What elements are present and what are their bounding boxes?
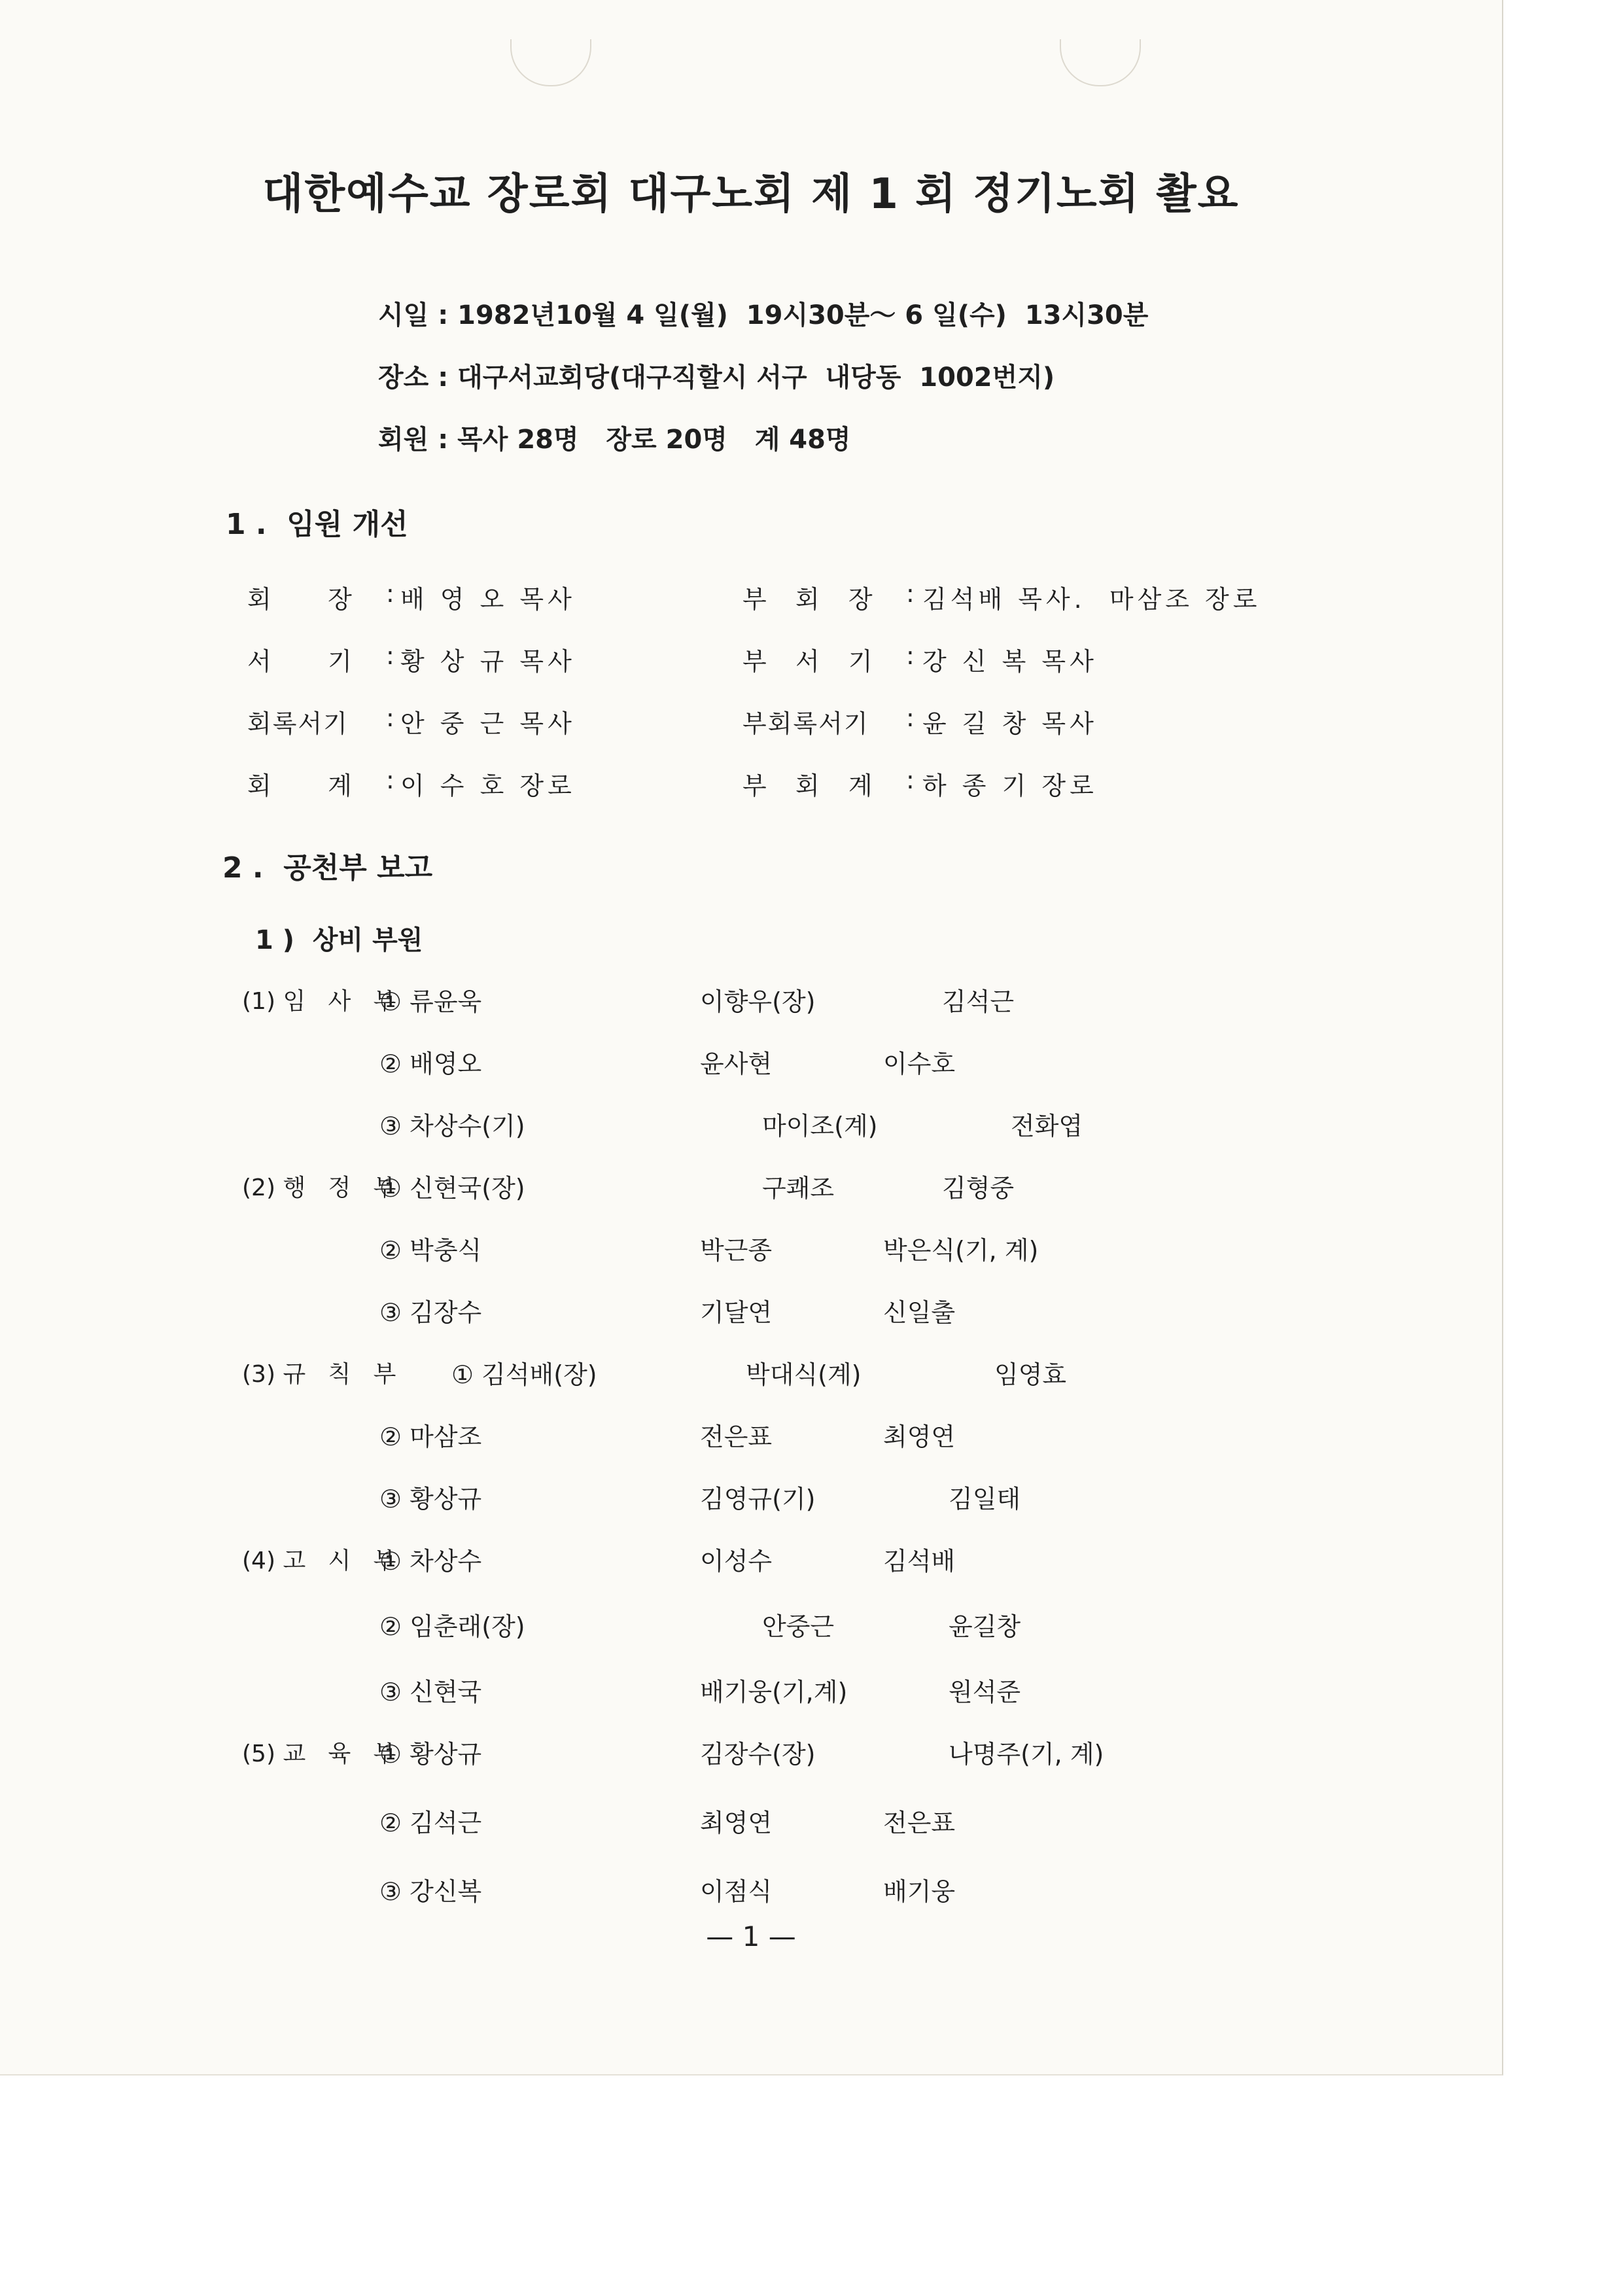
member-name: 최영연 bbox=[700, 1809, 773, 1837]
department-name: (5) 교 육 부 bbox=[242, 1740, 396, 1767]
officer-colon: : bbox=[906, 641, 915, 670]
page-number: — 1 — bbox=[706, 1920, 796, 1952]
member-name: 임영효 bbox=[994, 1360, 1067, 1389]
member-name: 전은표 bbox=[883, 1809, 956, 1837]
officer-colon: : bbox=[386, 641, 394, 670]
member-name: ③ 차상수(기) bbox=[379, 1112, 525, 1140]
officer-label: 부 회 장 bbox=[742, 585, 874, 614]
member-name: ② 임춘래(장) bbox=[379, 1612, 525, 1641]
punch-hole-left bbox=[510, 39, 591, 86]
officer-name: 하 종 기 장로 bbox=[922, 771, 1098, 800]
member-name: 이향우(장) bbox=[700, 987, 816, 1016]
meeting-members: 회원 : 목사 28명 장로 20명 계 48명 bbox=[378, 425, 851, 455]
member-name: 안중근 bbox=[762, 1612, 835, 1641]
officer-label: 회 장 bbox=[247, 585, 353, 614]
member-name: 김장수(장) bbox=[700, 1740, 816, 1769]
member-name: 원석준 bbox=[949, 1678, 1021, 1706]
officer-name: 윤 길 창 목사 bbox=[922, 709, 1098, 738]
department-name: (3) 규 칙 부 bbox=[242, 1361, 396, 1388]
member-name: ② 배영오 bbox=[379, 1050, 482, 1078]
officer-colon: : bbox=[386, 579, 394, 608]
department-name: (2) 행 정 부 bbox=[242, 1174, 396, 1201]
member-name: 윤사현 bbox=[700, 1050, 773, 1078]
member-name: 배기웅(기,계) bbox=[700, 1678, 848, 1706]
department-name: (1) 임 사 부 bbox=[242, 988, 396, 1015]
meeting-datetime: 시일 : 1982년10월 4 일(월) 19시30분～ 6 일(수) 13시30분 bbox=[378, 300, 1149, 330]
officer-label: 서 기 bbox=[247, 647, 353, 676]
member-name: ① 황상규 bbox=[379, 1740, 482, 1769]
member-name: 윤길창 bbox=[949, 1612, 1021, 1641]
officer-colon: : bbox=[386, 766, 394, 794]
section1-heading: 1 . 임원 개선 bbox=[226, 508, 408, 541]
officer-label: 부 서 기 bbox=[742, 647, 874, 676]
officer-name: 강 신 복 목사 bbox=[922, 647, 1098, 676]
officer-label: 회록서기 bbox=[247, 709, 349, 738]
member-name: 전화엽 bbox=[1011, 1112, 1083, 1140]
section2-subheading: 1 ) 상비 부원 bbox=[255, 925, 423, 955]
member-name: 이점식 bbox=[700, 1877, 773, 1906]
member-name: ③ 황상규 bbox=[379, 1485, 482, 1513]
officer-name: 이 수 호 장로 bbox=[400, 771, 576, 800]
member-name: 기달연 bbox=[700, 1298, 773, 1327]
member-name: 김일태 bbox=[949, 1485, 1021, 1513]
member-name: ③ 김장수 bbox=[379, 1298, 482, 1327]
member-name: 배기웅 bbox=[883, 1877, 956, 1906]
member-name: 박대식(계) bbox=[746, 1360, 862, 1389]
member-name: 박은식(기, 계) bbox=[883, 1236, 1039, 1265]
member-name: ② 김석근 bbox=[379, 1809, 482, 1837]
member-name: 최영연 bbox=[883, 1422, 956, 1451]
member-name: ③ 신현국 bbox=[379, 1678, 482, 1706]
officer-colon: : bbox=[386, 703, 394, 732]
member-name: ② 마삼조 bbox=[379, 1422, 482, 1451]
member-name: 김영규(기) bbox=[700, 1485, 816, 1513]
member-name: 나명주(기, 계) bbox=[949, 1740, 1104, 1769]
member-name: ② 박충식 bbox=[379, 1236, 482, 1265]
officer-name: 김석배 목사. 마삼조 장로 bbox=[922, 585, 1261, 614]
member-name: 김석배 bbox=[883, 1547, 956, 1576]
member-name: ③ 강신복 bbox=[379, 1877, 482, 1906]
member-name: 박근종 bbox=[700, 1236, 773, 1265]
officer-label: 회 계 bbox=[247, 771, 353, 800]
officer-name: 안 중 근 목사 bbox=[400, 709, 576, 738]
officer-colon: : bbox=[906, 579, 915, 608]
officer-name: 황 상 규 목사 bbox=[400, 647, 576, 676]
department-name: (4) 고 시 부 bbox=[242, 1547, 396, 1574]
member-name: 마이조(계) bbox=[762, 1112, 878, 1140]
document-title: 대한예수교 장로회 대구노회 제 1 회 정기노회 촬요 bbox=[262, 170, 1240, 219]
member-name: ① 차상수 bbox=[379, 1547, 482, 1576]
officer-label: 부 회 계 bbox=[742, 771, 874, 800]
member-name: 신일출 bbox=[883, 1298, 956, 1327]
section2-heading: 2 . 공천부 보고 bbox=[222, 851, 433, 885]
meeting-venue: 장소 : 대구서교회당(대구직할시 서구 내당동 1002번지) bbox=[378, 362, 1055, 393]
member-name: ① 신현국(장) bbox=[379, 1174, 525, 1203]
member-name: 김형중 bbox=[942, 1174, 1015, 1203]
member-name: 구쾌조 bbox=[762, 1174, 835, 1203]
member-name: 이성수 bbox=[700, 1547, 773, 1576]
member-name: ① 김석배(장) bbox=[451, 1360, 597, 1389]
officer-label: 부회록서기 bbox=[742, 709, 869, 738]
officer-colon: : bbox=[906, 703, 915, 732]
member-name: ① 류윤욱 bbox=[379, 987, 482, 1016]
member-name: 김석근 bbox=[942, 987, 1015, 1016]
officer-colon: : bbox=[906, 766, 915, 794]
member-name: 전은표 bbox=[700, 1422, 773, 1451]
punch-hole-right bbox=[1060, 39, 1141, 86]
member-name: 이수호 bbox=[883, 1050, 956, 1078]
officer-name: 배 영 오 목사 bbox=[400, 585, 576, 614]
